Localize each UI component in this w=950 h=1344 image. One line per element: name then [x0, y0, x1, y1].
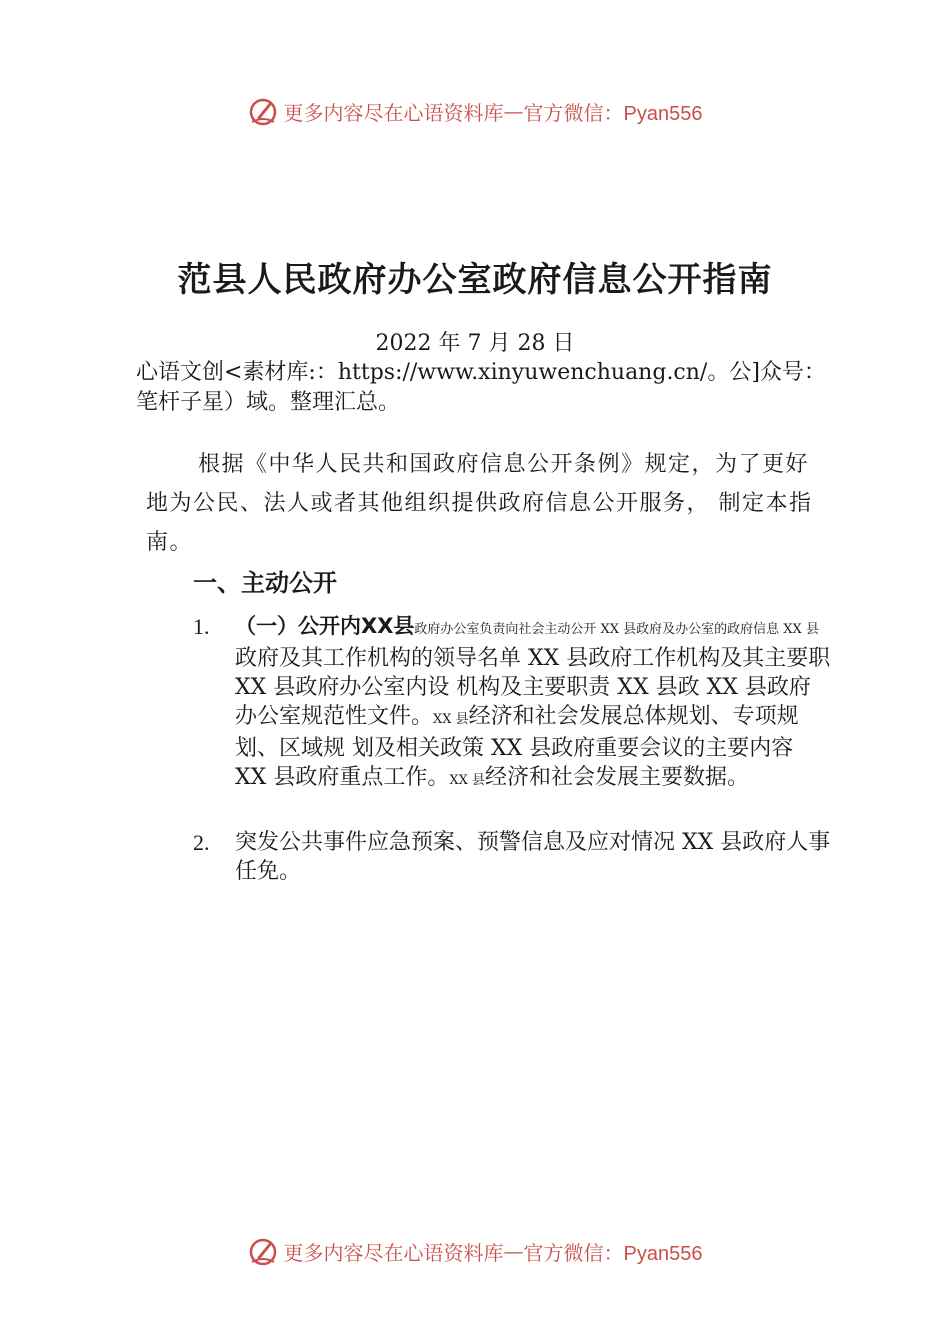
document-title: 范县人民政府办公室政府信息公开指南 [177, 260, 773, 300]
quill-logo-icon [248, 96, 278, 126]
item-text: 经济和社会发展总体规划、专项规划、区域规 划及相关政策 XX 县政府重要会议的主要内容 XX 县政府重点工作。 [235, 704, 799, 790]
watermark-wechat: 官方微信：Pyan556 [523, 1242, 703, 1265]
watermark-header [0, 96, 950, 126]
list-number: 1. [193, 614, 210, 639]
list-item-body: 突发公共事件应急预案、预警信息及应对情况 XX 县政府人事任免。 [235, 830, 831, 884]
watermark-separator: — [503, 99, 524, 123]
item-lead: （一）公开内XX县 [235, 614, 415, 638]
list-item-body [235, 612, 831, 795]
section-heading: 一、主动公开 [193, 569, 337, 597]
watermark-text: 更多内容尽在心语资料库 [283, 1240, 504, 1265]
item-small-text: XX 县 [449, 773, 485, 788]
watermark-footer [0, 1236, 950, 1266]
watermark-wechat: 官方微信：Pyan556 [523, 102, 703, 125]
source-note: 心语文创<素材库:：https://www.xinyuwenchuang.cn/。公]众号：笔杆子星）域。整理汇总。 [136, 360, 826, 415]
watermark-separator: — [503, 1239, 524, 1263]
intro-paragraph: 根据《中华人民共和国政府信息公开条例》规定，为了更好地为公民、法人或者其他组织提供政府信息公开服务， 制定本指南。 [146, 452, 813, 555]
item-text: 经济和社会发展主要数据。 [484, 765, 749, 790]
quill-logo-icon [248, 1236, 278, 1266]
item-small-text: 政府办公室负责向社会主动公开 XX 县政府及办公室的政府信息 XX 县 [414, 622, 819, 637]
document-date: 2022 年 7 月 28 日 [375, 331, 575, 356]
item-text: 政府及其工作机构的领导名单 XX 县政府工作机构及其主要职 XX 县政府办公室内设 机构及主要职责 XX 县政 XX 县政府办公室规范性文件。 [235, 646, 831, 729]
watermark-text: 更多内容尽在心语资料库 [283, 100, 504, 125]
item-small-text: XX 县 [433, 712, 469, 727]
list-number: 2. [193, 830, 210, 855]
